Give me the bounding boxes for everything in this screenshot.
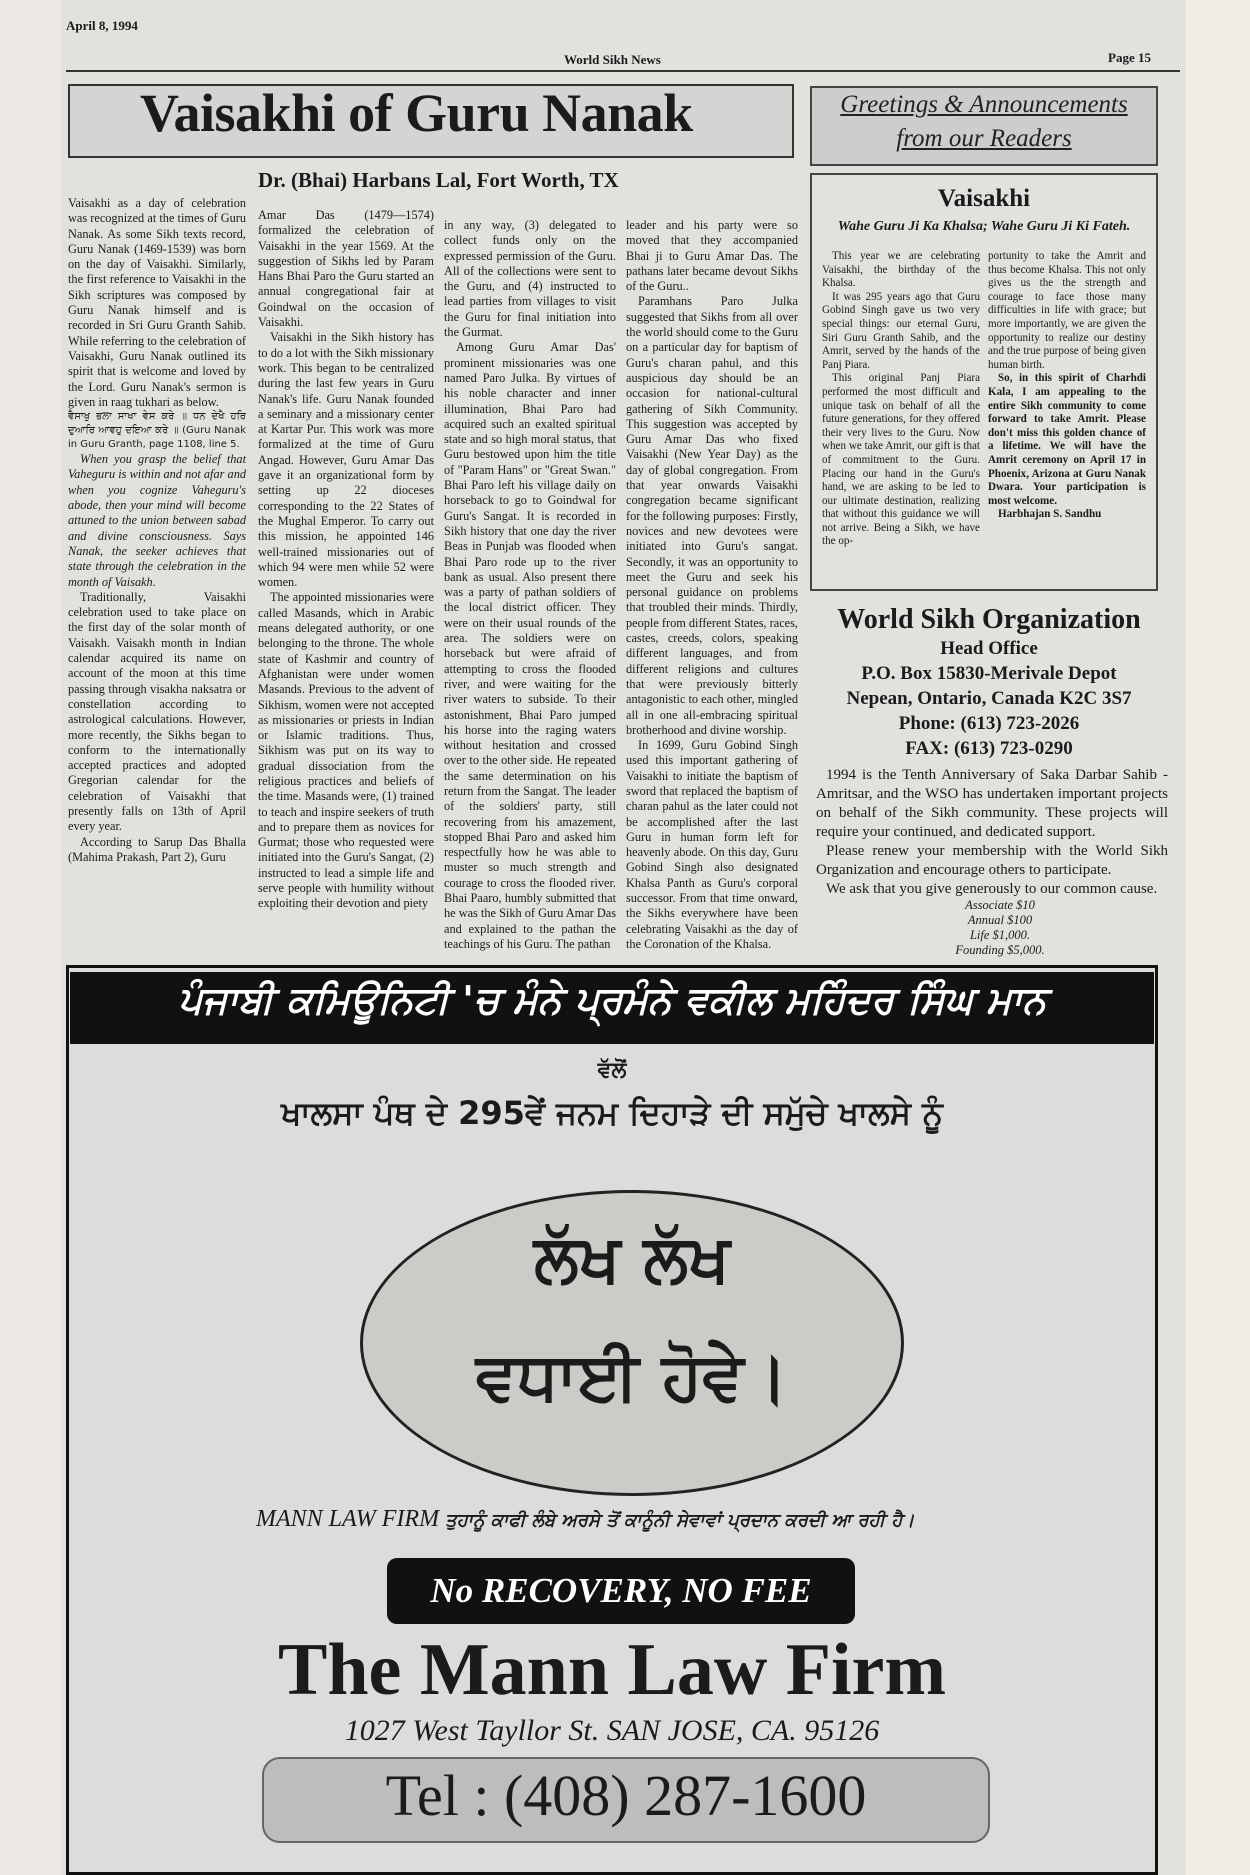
fee-line: Life $1,000. bbox=[969, 928, 1031, 942]
ad-from: ਵੱਲੋਂ bbox=[597, 1058, 627, 1083]
paragraph: In 1699, Guru Gobind Singh used this important gathering of Vaisakhi to initiate the baptism of sword that replaced the baptism of charan pahul as the later could not be accomplished after the last Guru in human form left for heavenly abode. On this day, Guru Gobind Singh also designated Khalsa Panth as Guru's corporal successor. From that time onward, the Sikhs everywhere have been celebrating Vaisakhi as the day of the Coronation of the Khalsa. bbox=[626, 738, 798, 951]
paragraph: leader and his party were so moved that they accompanied Bhai ji to Guru Amar Das. The pathans later became devout Sikhs of the Guru.. bbox=[626, 218, 798, 294]
vaisakhi-announcement bbox=[810, 173, 1158, 591]
article-column-4 bbox=[626, 218, 798, 952]
firm-address: 1027 West Tayllor St. SAN JOSE, CA. 95126 bbox=[344, 1714, 880, 1747]
paragraph: 1994 is the Tenth Anniversary of Saka Darbar Sahib - Amritsar, and the WSO has undertaken important projects on behalf of the Sikh community. These projects will require your continued, and dedicated support. bbox=[816, 767, 1168, 840]
article-column-2 bbox=[258, 208, 434, 912]
ad-firm-tagline-en: MANN LAW FIRM bbox=[256, 1506, 440, 1532]
article-title: Vaisakhi of Guru Nanak bbox=[140, 83, 693, 143]
wso-contact bbox=[808, 604, 1170, 761]
paragraph: We ask that you give generously to our common cause. bbox=[826, 881, 1158, 897]
ad-big-text-1: ਲੱਖ ਲੱਖ bbox=[534, 1220, 730, 1297]
paragraph: Paramhans Paro Julka suggested that Sikhs from all over the world should come to the Guru on a particular day for baptism of Guru's charan pahul, and this auspicious day should be an occasion for national-cultural gathering of Sikh Community. This suggestion was accepted by Guru Amar Das who fixed Vaisakhi (New Year Day) as the day of global congregation. From that year onwards Vaisakhi congregation became significant for the following purposes: Firstly, novices and new devotees were initiated into Guru's sangat. Secondly, it was an opportunity to meet the Guru and seek his personal guidance on problems that troubled their minds. Thirdly, people from different States, races, castes, creeds, colors, speaking different languages, and from different religions and cultures that were previously bitterly antagonistic to each other, mingled all in one all-embracing spiritual brotherhood and divine worship. bbox=[626, 294, 798, 737]
page-margin-right bbox=[1186, 0, 1250, 1875]
page-number: Page 15 bbox=[1108, 50, 1151, 65]
paragraph: portunity to take the Amrit and thus become Khalsa. This not only gives us the the strength and courage to face those many difficulties in life with grace; but more importantly, we are given the opportunity to realize our destiny and the true purpose of being given human birth. bbox=[988, 250, 1146, 371]
firm-telephone: Tel : (408) 287-1600 bbox=[385, 1763, 867, 1828]
article-column-1 bbox=[68, 196, 246, 865]
ad-big-text-2: ਵਧਾਈ ਹੋਵੇ। bbox=[475, 1338, 789, 1415]
paragraph: in any way, (3) delegated to collect funds only on the expressed permission of the Guru. All of the collections were sent to the Guru, and (4) instructed to lead parties from villages to visit the Guru for final initiation into the Gurmat. bbox=[444, 218, 616, 340]
article-byline: Dr. (Bhai) Harbans Lal, Fort Worth, TX bbox=[258, 168, 619, 192]
greetings-line-1: Greetings & Announcements bbox=[840, 91, 1128, 118]
paragraph: This year we are celebrating Vaisakhi, the birthday of the Khalsa. bbox=[822, 250, 980, 290]
ad-greeting-line: ਖਾਲਸਾ ਪੰਥ ਦੇ 295ਵੇਂ ਜਨਮ ਦਿਹਾੜੇ ਦੀ ਸਮੁੱਚੇ ਖਾਲਸੇ ਨੂੰ bbox=[281, 1094, 943, 1132]
paragraph: The appointed missionaries were called Masands, which in Arabic means delegated authority, or one belonging to the throne. The whole state of Kashmir and country of Afghanistan were under women Masands. Previous to the advent of Sikhism, women were not accepted as missionaries or priests in Indian or Islamic traditions. Thus, Sikhism was put on its way to gradual dissociation from the religious practices and beliefs of the time. Masands were, (1) trained to teach and inspire seekers of truth and to prepare them as novices for Gurmat; those who requested were initiated into the Guru's Sangat, (2) instructed to lead a simple life and serve people with humility without exploiting their devotion and piety bbox=[258, 590, 434, 911]
paragraph: Vaisakhi as a day of celebration was recognized at the times of Guru Nanak. As some Sikh texts record, Guru Nanak (1469-1539) was born on the day of Vaisakhi. Similarly, the first reference to Vaisakhi in the Sikh scriptures was composed by Guru Nanak himself and is recorded in Sri Guru Granth Sahib. While referring to the celebration of Vaisakhi, Guru Nanak outlined its spirit that is welcome and loved by the Lord. Guru Nanak's sermon is given in raag tukhari as below. bbox=[68, 196, 246, 409]
issue-date: April 8, 1994 bbox=[66, 18, 138, 33]
wso-office: Head Office bbox=[940, 638, 1038, 659]
ad-firm-tagline bbox=[256, 1506, 996, 1533]
paragraph: Amar Das (1479—1574) formalized the celebration of Vaisakhi in the year 1569. At the suggestion of Sikhs led by Param Hans Bhai Paro the Guru started an annual congregational fair at Goindwal on the occasion of Vaisakhi. bbox=[258, 208, 434, 330]
wso-message bbox=[816, 766, 1168, 899]
fee-line: Associate $10 bbox=[965, 898, 1035, 912]
paragraph: Vaisakhi in the Sikh history has to do a lot with the Sikh missionary work. This began to be centralized during the last few years in Guru Nanak's life. Guru Nanak founded a seminary and a missionary center at Kartar Pur. This work was more formalized at the time of Guru Angad. However, Guru Amar Das gave it an organizational form by setting up 22 dioceses corresponding to the 22 States of the Mughal Emperor. To carry out this mission, he appointed 146 well-trained missionaries out of which 94 were men while 52 were women. bbox=[258, 330, 434, 590]
paragraph: Please renew your membership with the World Sikh Organization and encourage others to participate. bbox=[816, 843, 1168, 878]
paragraph: When you grasp the belief that Vaheguru is within and not afar and when you cognize Vaheguru's abode, then your mind will become attuned to the union between sabad and divine consciousness. Says Nanak, the seeker achieves that state through the celebration in the month of Vaisakh. bbox=[68, 452, 246, 589]
announcement-title: Vaisakhi bbox=[937, 185, 1031, 212]
appeal-paragraph: So, in this spirit of Charhdi Kala, I am appealing to the entire Sikh community to come forward to take Amrit. Please don't miss this golden chance of a lifetime. We will have the Amrit ceremony on April 17 in Phoenix, Arizona at Guru Nanak Dwara. Your participation is most welcome. bbox=[988, 372, 1146, 507]
firm-name: The Mann Law Firm bbox=[277, 1629, 947, 1711]
ad-banner-text: ਪੰਜਾਬੀ ਕਮਿਊਨਿਟੀ 'ਚ ਮੰਨੇ ਪ੍ਰਮੰਨੇ ਵਕੀਲ ਮਹਿੰਦਰ ਸਿੰਘ ਮਾਨ bbox=[178, 978, 1046, 1022]
no-fee-badge: No RECOVERY, NO FEE bbox=[387, 1558, 855, 1624]
page-margin-left bbox=[0, 0, 62, 1875]
signature: Harbhajan S. Sandhu bbox=[998, 508, 1102, 521]
article-column-3 bbox=[444, 218, 616, 952]
fee-line: Annual $100 bbox=[967, 913, 1033, 927]
header-rule bbox=[66, 70, 1180, 72]
paragraph: According to Sarup Das Bhalla (Mahima Prakash, Part 2), Guru bbox=[68, 834, 246, 864]
wso-city: Nepean, Ontario, Canada K2C 3S7 bbox=[846, 688, 1132, 709]
membership-fees bbox=[940, 898, 1060, 958]
wso-phone: Phone: (613) 723-2026 bbox=[898, 713, 1080, 734]
wso-name: World Sikh Organization bbox=[837, 604, 1141, 635]
wso-po-box: P.O. Box 15830-Merivale Depot bbox=[861, 663, 1117, 684]
paragraph: This original Panj Piara performed the most difficult and unique task on behalf of all the future generations, for they offered their very lives to the Guru. Now when we take Amrit, our gift is that of commitment to the Guru. Placing our hand in the Guru's hand, we are asking to be led to our ultimate destination, realizing that without this guidance we will not arrive. Being a Sikh, we have the op- bbox=[822, 372, 980, 548]
paragraph: It was 295 years ago that Guru Gobind Singh gave us two very special things: our eternal Guru, Siri Guru Granth Sahib, and the Amrit, served by the hands of the Panj Piara. bbox=[822, 290, 980, 371]
newspaper-name: World Sikh News bbox=[564, 52, 661, 67]
fee-line: Founding $5,000. bbox=[955, 943, 1045, 957]
paragraph: Among Guru Amar Das' prominent missionaries was one named Paro Julka. By virtues of his noble character and inner illumination, Bhai Paro had acquired such an exalted spiritual state and so high moral status, that Guru bestowed upon him the title of "Param Hans" or "Great Swan." Bhai Paro left his village daily on horseback to go to Goindwal for Guru's Sangat. It is recorded in Sikh history that one day the river Beas in Punjab was flooded when Bhai Paro rode up to the river bank as usual. Also present there was a party of pathan soldiers of the local district officer. They were on their usual rounds of the area. The soldiers were on horseback but were afraid of attempting to cross the flooded river, and were waiting for the river waters to subside. To their astonishment, Bhai Paro jumped his horse into the raging waters without hesitation and crossed over to the other side. He repeated the same determination on his return from the Sangat. The leader of the soldiers' party, still recovering from his amazement, stopped Bhai Paro and asked him respectfully how he was able to muster so much strength and courage to cross the flooded river. Bhai Paaro, humbly submitted that he was the Sikh of Guru Amar Das and explained to the pathan the teachings of his Guru. The pathan bbox=[444, 340, 616, 951]
wso-fax: FAX: (613) 723-0290 bbox=[905, 738, 1073, 759]
paragraph: Traditionally, Vaisakhi celebration used to take place on the first day of the solar month of Vaisakh. Vaisakh month in Indian calendar acquired its name on account of the moon at this time passing through visakha naksatra or constellation according to astrological calculations. However, more recently, the Sikhs began to conform to the internationally accepted practices and adopted Gregorian calendar for the celebration of Vaisakhi that presently falls on 13th of April every year. bbox=[68, 589, 246, 834]
gurbani-quote: ਵੈਸਾਖੁ ਭਲਾ ਸਾਖਾ ਵੇਸ ਕਰੇ ॥ ਧਨ ਦੇਖੈ ਹਰਿ ਦੁਆਰਿ ਆਵਹੁ ਦਇਆ ਕਰੇ ॥ (Guru Nanak in Guru Granth, page 1108, line 5. bbox=[68, 411, 246, 451]
announcement-column-1 bbox=[822, 250, 980, 549]
greetings-header bbox=[810, 86, 1158, 166]
greetings-line-2: from our Readers bbox=[896, 125, 1072, 152]
ad-firm-tagline-pa: ਤੁਹਾਨੂੰ ਕਾਫੀ ਲੰਬੇ ਅਰਸੇ ਤੋਂ ਕਾਨੂੰਨੀ ਸੇਵਾਵਾਂ ਪ੍ਰਦਾਨ ਕਰਦੀ ਆ ਰਹੀ ਹੈ। bbox=[445, 1510, 915, 1531]
announcement-subtitle: Wahe Guru Ji Ka Khalsa; Wahe Guru Ji Ki Fateh. bbox=[837, 219, 1131, 234]
announcement-column-2 bbox=[988, 250, 1146, 522]
